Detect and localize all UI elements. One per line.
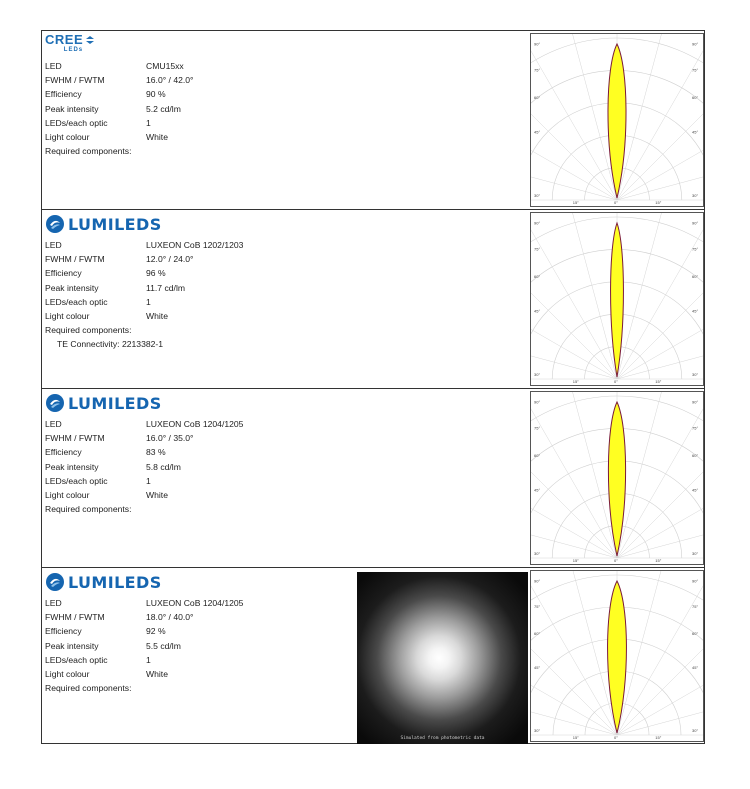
- spec-value: 1: [146, 296, 151, 307]
- lumileds-logo: [45, 392, 162, 414]
- spec-peak: [45, 639, 243, 653]
- lumileds-circle-icon: [45, 214, 65, 234]
- polar-angle-label: 45°: [534, 487, 541, 493]
- spec-efficiency: [45, 445, 243, 459]
- polar-spoke: [531, 326, 617, 379]
- simulated-light-image: [357, 572, 528, 744]
- polar-angle-label: 30°: [692, 728, 699, 734]
- polar-angle-label: 90°: [692, 399, 699, 405]
- product-row-cree: [42, 31, 704, 210]
- polar-angle-label: 75°: [692, 604, 699, 609]
- polar-spoke: [617, 505, 703, 558]
- spec-fwhm: [45, 252, 243, 266]
- spec-value: White: [146, 311, 168, 322]
- polar-angle-label: 75°: [692, 246, 699, 252]
- spec-efficiency: [45, 87, 194, 101]
- spec-label: Required components:: [45, 504, 132, 515]
- spec-value: 12.0° / 24.0°: [146, 254, 194, 265]
- spec-colour: [45, 309, 243, 323]
- polar-bottom-label: 15°: [655, 558, 662, 563]
- polar-angle-label: 75°: [692, 67, 699, 73]
- polar-bottom-label: 15°: [572, 379, 579, 384]
- component-value: TE Connectivity: 2213382-1: [57, 339, 164, 350]
- polar-angle-label: 90°: [692, 578, 699, 584]
- polar-angle-label: 90°: [534, 220, 541, 226]
- spec-value: White: [146, 669, 168, 680]
- polar-angle-label: 45°: [692, 308, 699, 314]
- polar-spoke: [617, 452, 703, 558]
- spec-efficiency: [45, 624, 243, 638]
- polar-chart-svg: [531, 34, 703, 206]
- polar-bottom-label: 15°: [572, 558, 579, 563]
- polar-spoke: [617, 326, 703, 379]
- spec-led: [45, 417, 243, 431]
- product-row-lumileds-1204-b: [42, 568, 704, 745]
- spec-value: LUXEON CoB 1202/1203: [146, 240, 244, 250]
- spec-label: LED: [45, 598, 62, 608]
- spec-label: Peak intensity: [45, 461, 99, 472]
- polar-bottom-label: 15°: [655, 200, 662, 205]
- spec-label: FWHM / FWTM: [45, 612, 105, 623]
- polar-spoke: [617, 213, 670, 379]
- polar-angle-label: 30°: [692, 550, 699, 556]
- spec-value: 1: [146, 654, 151, 665]
- cree-logo-sub: LEDs: [63, 47, 84, 53]
- spec-label: LEDs/each optic: [45, 117, 108, 128]
- spec-per-optic: [45, 474, 243, 488]
- spec-list: [45, 59, 194, 158]
- polar-chart-svg: [531, 213, 703, 385]
- polar-angle-label: 30°: [692, 371, 699, 377]
- product-table: [41, 30, 705, 744]
- spec-fwhm: [45, 73, 194, 87]
- polar-angle-label: 45°: [692, 129, 699, 135]
- polar-angle-label: 30°: [534, 550, 541, 556]
- polar-angle-label: 60°: [534, 273, 541, 279]
- polar-spoke: [564, 213, 617, 379]
- spec-efficiency: [45, 266, 243, 280]
- polar-bottom-label: 0°: [614, 558, 618, 563]
- beam-lobe: [608, 402, 625, 556]
- spec-label: Efficiency: [45, 447, 82, 458]
- spec-required: [45, 323, 243, 337]
- polar-spoke: [617, 94, 703, 200]
- lumileds-logo-text: LUMILEDS: [68, 572, 162, 592]
- spec-value: 16.0° / 35.0°: [146, 433, 194, 444]
- spec-per-optic: [45, 653, 243, 667]
- spec-label: Light colour: [45, 132, 90, 143]
- polar-angle-label: 75°: [534, 246, 541, 252]
- spec-label: Required components:: [45, 325, 132, 336]
- polar-spoke: [531, 633, 617, 735]
- beam-lobe: [608, 44, 626, 198]
- polar-diagram: [530, 391, 704, 565]
- spec-label: LED: [45, 419, 62, 429]
- polar-angle-label: 75°: [692, 425, 699, 431]
- spec-label: LED: [45, 61, 62, 71]
- sim-caption: Simulated from photometric data: [400, 736, 485, 741]
- spec-colour: [45, 667, 243, 681]
- polar-angle-label: 90°: [534, 41, 541, 47]
- spec-label: Required components:: [45, 683, 132, 694]
- spec-component: [45, 337, 243, 351]
- spec-value: 1: [146, 475, 151, 486]
- product-row-lumileds-1202: [42, 210, 704, 389]
- spec-label: LEDs/each optic: [45, 654, 108, 665]
- polar-angle-label: 60°: [534, 631, 541, 637]
- spec-value: 16.0° / 42.0°: [146, 75, 194, 86]
- spec-led: [45, 238, 243, 252]
- polar-angle-label: 75°: [534, 67, 541, 73]
- polar-bottom-label: 15°: [572, 200, 579, 205]
- spec-peak: [45, 281, 243, 295]
- cree-mark-icon: [85, 35, 95, 45]
- spec-peak: [45, 102, 194, 116]
- spec-value: CMU15xx: [146, 61, 184, 71]
- spec-list: [45, 596, 243, 695]
- spec-value: LUXEON CoB 1204/1205: [146, 419, 244, 429]
- cree-logo: [45, 34, 95, 56]
- polar-spoke: [531, 591, 617, 735]
- spec-label: LEDs/each optic: [45, 475, 108, 486]
- lumileds-circle-icon: [45, 572, 65, 592]
- polar-angle-label: 45°: [534, 129, 541, 135]
- spec-value: White: [146, 132, 168, 143]
- polar-bottom-label: 0°: [614, 200, 618, 205]
- spec-value: 5.2 cd/lm: [146, 103, 181, 114]
- spec-label: Light colour: [45, 490, 90, 501]
- lumileds-logo: [45, 571, 162, 593]
- polar-chart-svg: [531, 392, 703, 564]
- polar-spoke: [617, 682, 703, 735]
- polar-spoke: [531, 452, 617, 558]
- spec-label: FWHM / FWTM: [45, 254, 105, 265]
- polar-spoke: [617, 591, 703, 735]
- polar-angle-label: 60°: [534, 452, 541, 458]
- polar-angle-label: 90°: [692, 220, 699, 226]
- spec-label: Efficiency: [45, 89, 82, 100]
- polar-angle-label: 45°: [534, 665, 541, 671]
- polar-spoke: [617, 147, 703, 200]
- spec-list: [45, 417, 243, 516]
- spec-colour: [45, 488, 243, 502]
- product-row-lumileds-1204-a: [42, 389, 704, 568]
- polar-angle-label: 60°: [534, 94, 541, 100]
- spec-label: Required components:: [45, 146, 132, 157]
- polar-angle-label: 60°: [692, 273, 699, 279]
- spec-label: Peak intensity: [45, 640, 99, 651]
- polar-angle-label: 90°: [692, 41, 699, 47]
- polar-bottom-label: 15°: [655, 735, 662, 740]
- spec-value: 90 %: [146, 89, 166, 100]
- polar-bottom-label: 0°: [614, 735, 618, 740]
- polar-diagram: [530, 33, 704, 207]
- spec-label: Efficiency: [45, 626, 82, 637]
- polar-angle-label: 45°: [534, 308, 541, 314]
- polar-diagram: [530, 212, 704, 386]
- lumileds-logo-text: LUMILEDS: [68, 214, 162, 234]
- beam-lobe: [611, 223, 624, 377]
- spec-required: [45, 144, 194, 158]
- spec-label: Peak intensity: [45, 103, 99, 114]
- spec-label: FWHM / FWTM: [45, 433, 105, 444]
- polar-bottom-label: 0°: [614, 379, 618, 384]
- polar-angle-label: 60°: [692, 631, 699, 637]
- spec-label: Peak intensity: [45, 282, 99, 293]
- polar-angle-label: 45°: [692, 487, 699, 493]
- polar-angle-label: 30°: [534, 728, 541, 734]
- polar-angle-label: 60°: [692, 452, 699, 458]
- polar-bottom-label: 15°: [655, 379, 662, 384]
- polar-angle-label: 75°: [534, 425, 541, 431]
- cree-logo-text: CREE: [45, 32, 84, 47]
- polar-angle-label: 30°: [692, 192, 699, 198]
- spec-value: LUXEON CoB 1204/1205: [146, 598, 244, 608]
- spec-colour: [45, 130, 194, 144]
- spec-per-optic: [45, 116, 194, 130]
- spec-label: Light colour: [45, 311, 90, 322]
- polar-spoke: [531, 273, 617, 379]
- spec-value: White: [146, 490, 168, 501]
- polar-angle-label: 45°: [692, 665, 699, 671]
- spec-list: [45, 238, 243, 352]
- polar-spoke: [531, 94, 617, 200]
- polar-angle-label: 60°: [692, 94, 699, 100]
- spec-value: 5.5 cd/lm: [146, 640, 181, 651]
- spec-value: 11.7 cd/lm: [146, 282, 186, 293]
- spec-fwhm: [45, 610, 243, 624]
- polar-diagram: [530, 570, 704, 742]
- lumileds-logo-text: LUMILEDS: [68, 393, 162, 413]
- spec-value: 1: [146, 117, 151, 128]
- spec-value: 83 %: [146, 447, 166, 458]
- spec-label: Light colour: [45, 669, 90, 680]
- spec-led: [45, 59, 194, 73]
- spec-label: LED: [45, 240, 62, 250]
- spec-required: [45, 502, 243, 516]
- spec-label: LEDs/each optic: [45, 296, 108, 307]
- lumileds-circle-icon: [45, 393, 65, 413]
- lumileds-logo: [45, 213, 162, 235]
- spec-per-optic: [45, 295, 243, 309]
- light-spot: [357, 572, 528, 744]
- polar-spoke: [531, 147, 617, 200]
- polar-spoke: [531, 682, 617, 735]
- polar-chart-svg: [531, 571, 703, 741]
- polar-bottom-label: 15°: [572, 735, 579, 740]
- spec-required: [45, 681, 243, 695]
- spec-led: [45, 596, 243, 610]
- spec-peak: [45, 460, 243, 474]
- polar-angle-label: 30°: [534, 371, 541, 377]
- spec-label: Efficiency: [45, 268, 82, 279]
- polar-spoke: [531, 505, 617, 558]
- polar-angle-label: 75°: [534, 604, 541, 609]
- polar-spoke: [617, 273, 703, 379]
- spec-fwhm: [45, 431, 243, 445]
- spec-value: 18.0° / 40.0°: [146, 612, 194, 623]
- spec-label: FWHM / FWTM: [45, 75, 105, 86]
- polar-angle-label: 90°: [534, 578, 541, 584]
- polar-spoke: [617, 633, 703, 735]
- spec-value: 5.8 cd/lm: [146, 461, 181, 472]
- polar-angle-label: 90°: [534, 399, 541, 405]
- spec-value: 96 %: [146, 268, 166, 279]
- polar-angle-label: 30°: [534, 192, 541, 198]
- spec-value: 92 %: [146, 626, 166, 637]
